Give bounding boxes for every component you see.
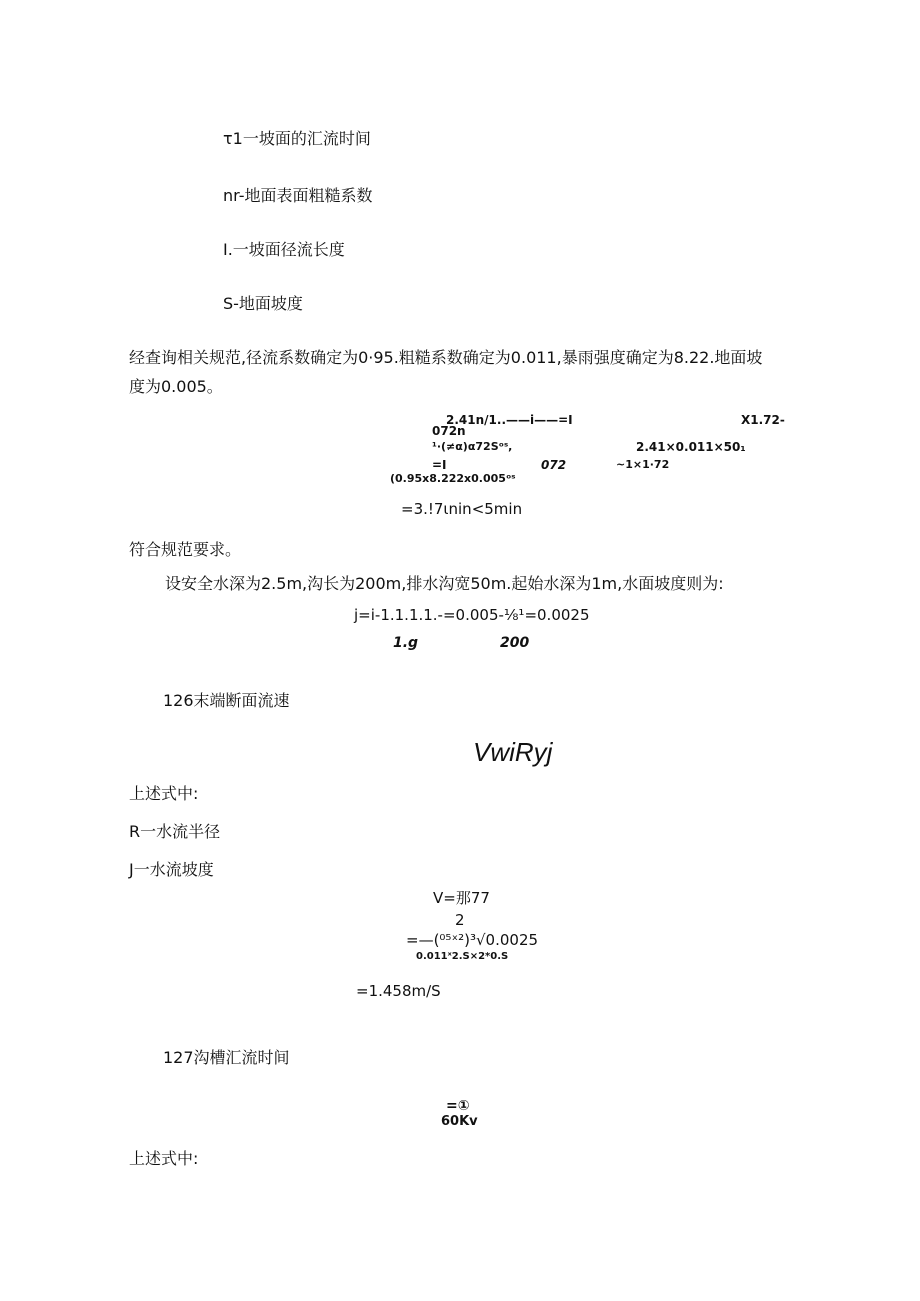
formula-3-line-4: 0.011ˣ2.S×2*0.S: [416, 951, 509, 962]
formula-3-line-2: 2: [455, 911, 465, 929]
formula-3-result: =1.458m∕S: [356, 982, 441, 1000]
section-126-heading: 126末端断面流速: [163, 691, 290, 710]
where-label-1: 上述式中:: [129, 784, 199, 803]
formula-1-part-d: =I: [432, 458, 447, 472]
formula-1-part-c-right: 2.41×0.011×50₁: [636, 440, 746, 454]
conform-text: 符合规范要求。: [129, 540, 242, 559]
formula-2-denom-left: 1.g: [393, 635, 419, 651]
formula-1-part-c: ¹·(≠α)α72Sᵒˢ,: [432, 440, 513, 453]
def-L: I.一坡面径流长度: [223, 240, 345, 259]
formula-1-part-a-right: X1.72-: [741, 413, 785, 427]
paragraph-2: 设安全水深为2.5m,沟长为200m,排水沟宽50m.起始水深为1m,水面坡度则为:: [165, 574, 724, 593]
formula-2-denom-right: 200: [500, 635, 530, 651]
def-S: S-地面坡度: [223, 294, 303, 313]
formula-3-line-3: =—(⁰⁵ˣ²)³√0.0025: [406, 931, 539, 949]
def-tau1: τ1一坡面的汇流时间: [223, 129, 371, 148]
formula-4-bottom: 60Kv: [441, 1114, 478, 1129]
paragraph-1-line-2: 度为0.005。: [129, 377, 223, 396]
formula-4-top: =①: [446, 1098, 470, 1114]
where-label-2: 上述式中:: [129, 1149, 199, 1168]
formula-1-part-d-mid: 072: [541, 458, 567, 472]
velocity-formula: VwiRyj: [473, 737, 553, 767]
def-R: R一水流半径: [129, 822, 221, 841]
formula-1-part-e: (0.95x8.222x0.005ᵒˢ: [390, 472, 516, 485]
formula-1-part-a: 2.41n/1..——i——=I: [446, 413, 573, 427]
def-J: J一水流坡度: [129, 860, 214, 879]
def-nr: nr-地面表面粗糙系数: [223, 186, 373, 205]
formula-1-part-d-right: ~1×1·72: [616, 458, 670, 471]
formula-1-part-b: 072n: [432, 424, 466, 438]
paragraph-1-line-1: 经查询相关规范,径流系数确定为0·95.粗糙系数确定为0.011,暴雨强度确定为8.22.地面坡: [129, 348, 763, 367]
formula-3-line-1: V=那77: [433, 889, 490, 907]
section-127-heading: 127沟槽汇流时间: [163, 1048, 290, 1067]
formula-1-result: =3.!7ιnin<5min: [401, 500, 523, 518]
formula-2-main: j=i-1.1.1.1.-=0.005-⅛¹=0.0025: [354, 606, 590, 624]
